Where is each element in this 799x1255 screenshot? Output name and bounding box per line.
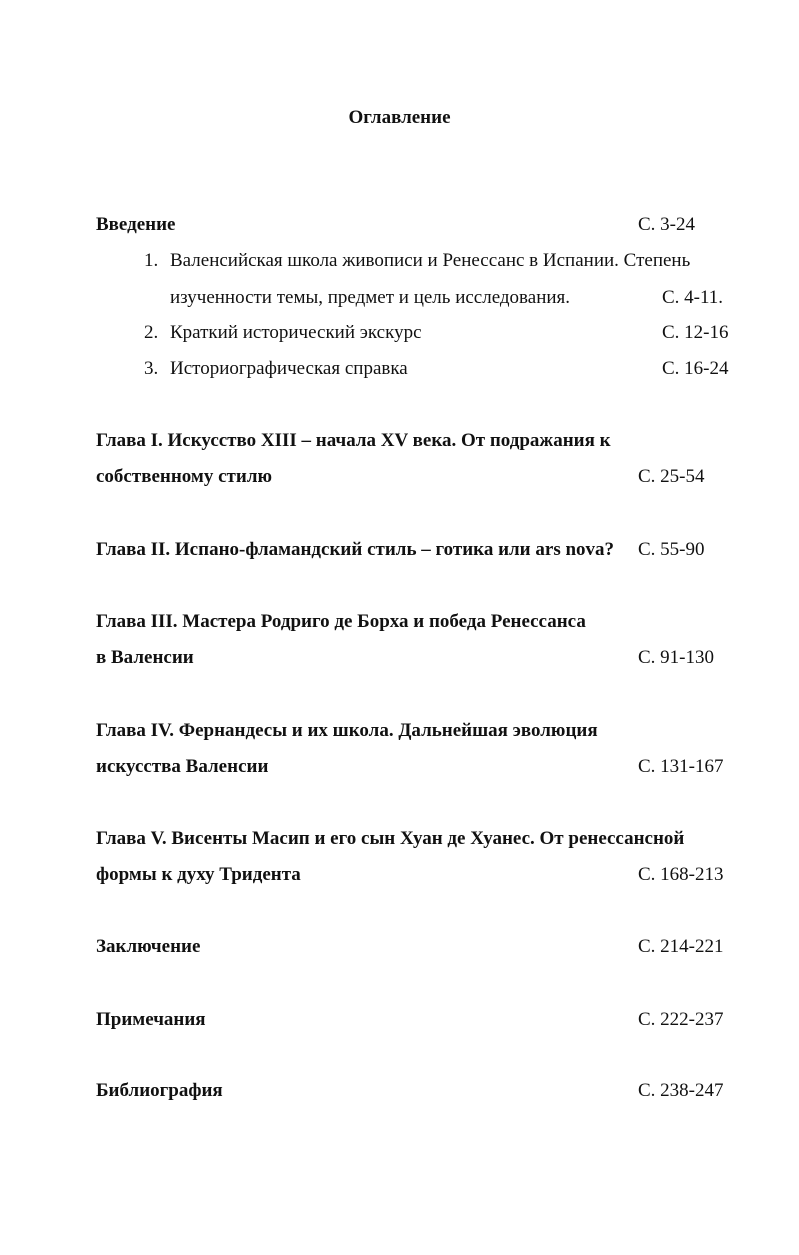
intro-item-2-pages: С. 12-16 xyxy=(662,322,729,343)
chapter-3-line2: в Валенсии xyxy=(96,647,194,668)
intro-pages: С. 3-24 xyxy=(638,214,695,235)
chapter-5-pages: С. 168-213 xyxy=(638,864,724,885)
intro-item-3-number: 3. xyxy=(144,358,159,379)
intro-item-1-line1: Валенсийская школа живописи и Ренессанс в Испании. Степень xyxy=(170,250,691,271)
chapter-4-line2: искусства Валенсии xyxy=(96,756,269,777)
conclusion-heading: Заключение xyxy=(96,936,201,957)
intro-heading: Введение xyxy=(96,214,176,235)
intro-item-2-number: 2. xyxy=(144,322,159,343)
intro-item-1-line2: изученности темы, предмет и цель исследования. xyxy=(170,287,571,308)
chapter-1-line2: собственному стилю xyxy=(96,466,273,487)
intro-item-3-pages: С. 16-24 xyxy=(662,358,729,379)
notes-pages: С. 222-237 xyxy=(638,1009,724,1030)
chapter-4-line1: Глава IV. Фернандесы и их школа. Дальнейшая эволюция xyxy=(96,720,598,741)
intro-item-2-text: Краткий исторический экскурс xyxy=(170,322,422,343)
chapter-5-line1: Глава V. Висенты Масип и его сын Хуан де Хуанес. От ренессансной xyxy=(96,828,685,849)
chapter-2-pages: С. 55-90 xyxy=(638,539,705,560)
intro-item-1-pages: С. 4-11. xyxy=(662,287,724,308)
chapter-3-line1: Глава III. Мастера Родриго де Борха и победа Ренессанса xyxy=(96,611,586,632)
chapter-2-line1: Глава II. Испано-фламандский стиль – готика или ars nova? xyxy=(96,539,615,560)
chapter-5-line2: формы к духу Тридента xyxy=(96,864,301,885)
bibliography-pages: С. 238-247 xyxy=(638,1080,724,1101)
chapter-1-line1: Глава I. Искусство XIII – начала XV века. От подражания к xyxy=(96,430,611,451)
page-title: Оглавление xyxy=(348,107,451,128)
intro-item-1-number: 1. xyxy=(144,250,159,271)
intro-item-3-text: Историографическая справка xyxy=(170,358,408,379)
chapter-1-pages: С. 25-54 xyxy=(638,466,705,487)
chapter-4-pages: С. 131-167 xyxy=(638,756,724,777)
conclusion-pages: С. 214-221 xyxy=(638,936,724,957)
bibliography-heading: Библиография xyxy=(96,1080,223,1101)
chapter-3-pages: С. 91-130 xyxy=(638,647,714,668)
notes-heading: Примечания xyxy=(96,1009,206,1030)
